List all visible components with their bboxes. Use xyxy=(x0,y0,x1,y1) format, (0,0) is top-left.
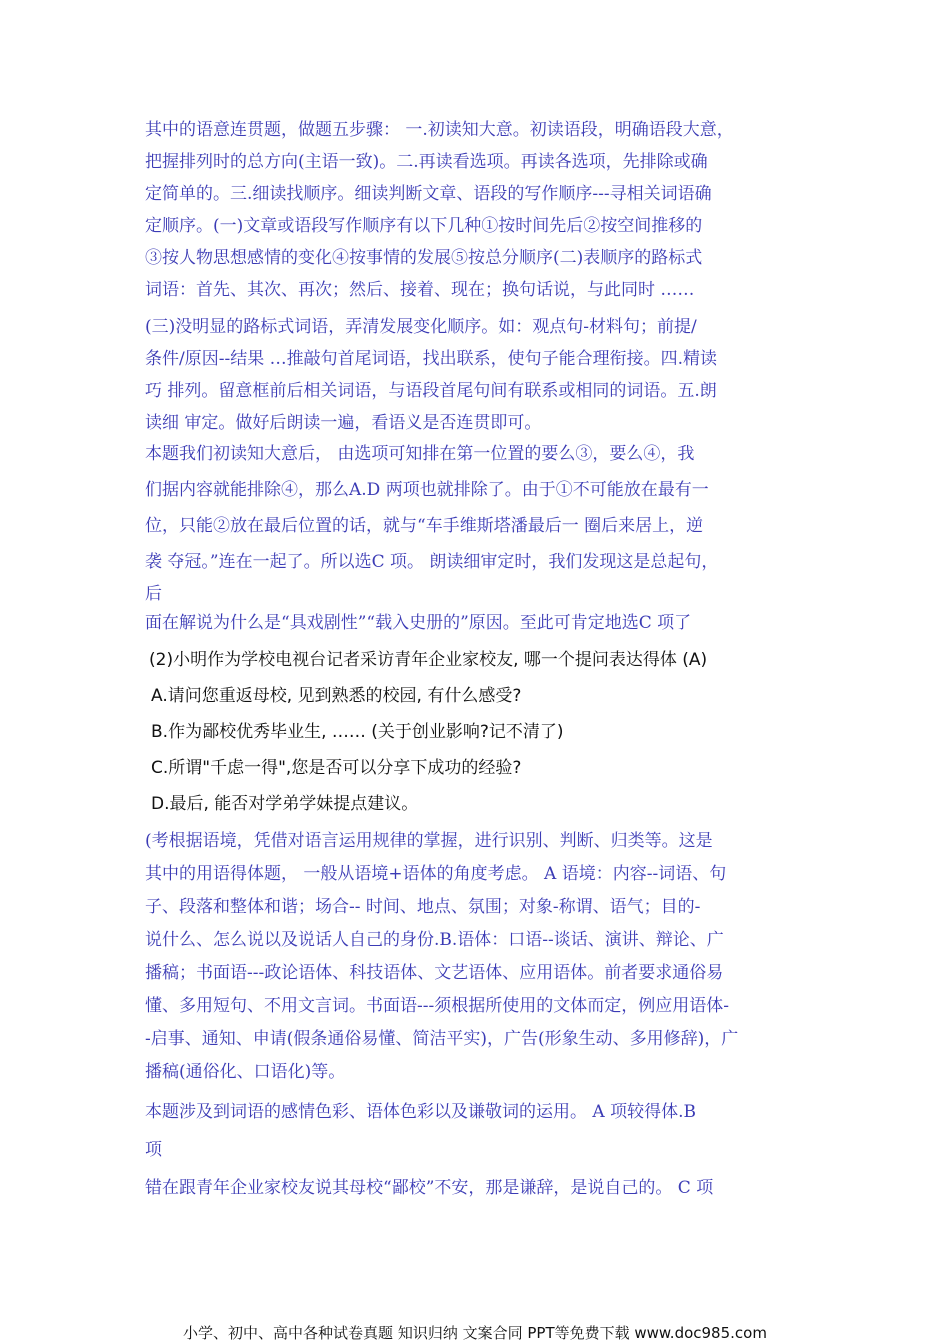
text-line: 播稿(通俗化、口语化)等。 xyxy=(145,1062,346,1082)
text-line: 条件/原因--结果 …推敲句首尾词语，找出联系，使句子能合理衔接。四.精读 xyxy=(145,349,718,369)
text-line: 说什么、怎么说以及说话人自己的身份.B.语体：口语--谈话、演讲、辩论、广 xyxy=(145,930,724,950)
text-line: 错在跟青年企业家校友说其母校“鄙校”不安，那是谦辞，是说自己的。 C 项 xyxy=(145,1178,714,1198)
option-c: C.所谓"千虑一得",您是否可以分享下成功的经验? xyxy=(151,758,522,778)
text-line: (考根据语境，凭借对语言运用规律的掌握，进行识别、判断、归类等。这是 xyxy=(145,831,713,851)
text-line: 其中的用语得体题， 一般从语境+语体的角度考虑。 A 语境：内容--词语、句 xyxy=(145,864,727,884)
text-line: 定简单的。三.细读找顺序。细读判断文章、语段的写作顺序---寻相关词语确 xyxy=(145,184,712,204)
page-footer: 小学、初中、高中各种试卷真题 知识归纳 文案合同 PPT等免费下载 www.doc985.com xyxy=(183,1324,767,1342)
text-line: 懂、多用短句、不用文言词。书面语---须根据所使用的文体而定，例应用语体- xyxy=(145,996,729,1016)
method-paragraph xyxy=(145,114,807,306)
steps-paragraph xyxy=(145,311,807,439)
text-line: 其中的语意连贯题，做题五步骤： 一.初读知大意。初读语段，明确语段大意， xyxy=(145,120,734,140)
text-line: 子、段落和整体和谐；场合-- 时间、地点、氛围；对象-称谓、语气；目的- xyxy=(145,897,701,917)
analysis-paragraph-1 xyxy=(145,436,807,638)
option-a: A.请问您重返母校, 见到熟悉的校园, 有什么感受? xyxy=(151,686,522,706)
question-stem: (2)小明作为学校电视台记者采访青年企业家校友, 哪一个提问表达得体 (A) xyxy=(149,650,708,670)
text-line: 位，只能②放在最后位置的话，就与“车手维斯塔潘最后一 圈后来居上，逆 xyxy=(145,516,704,536)
text-line: 项 xyxy=(145,1140,162,1160)
option-b: B.作为鄙校优秀毕业生, …… (关于创业影响?记不清了) xyxy=(151,722,564,742)
text-line: 面在解说为什么是“具戏剧性”“载入史册的”原因。至此可肯定地选C 项了 xyxy=(145,613,692,633)
question-2 xyxy=(145,642,807,822)
method-paragraph-2 xyxy=(145,825,807,1089)
text-line: 词语：首先、其次、再次；然后、接着、现在；换句话说，与此同时 …… xyxy=(145,280,695,300)
text-line: 定顺序。(一)文章或语段写作顺序有以下几种①按时间先后②按空间推移的 xyxy=(145,216,703,236)
analysis-paragraph-2 xyxy=(145,1093,807,1207)
text-line: 后 xyxy=(145,584,162,604)
option-d: D.最后, 能否对学弟学妹提点建议。 xyxy=(151,794,419,814)
text-line: 本题涉及到词语的感情色彩、语体色彩以及谦敬词的运用。 A 项较得体.B xyxy=(145,1102,696,1122)
text-line: 把握排列时的总方向(主语一致)。二.再读看选项。再读各选项，先排除或确 xyxy=(145,152,708,172)
text-line: 播稿；书面语---政论语体、科技语体、文艺语体、应用语体。前者要求通俗易 xyxy=(145,963,724,983)
text-line: 袭 夺冠。”连在一起了。所以选C 项。 朗读细审定时，我们发现这是总起句， xyxy=(145,552,719,572)
text-line: ③按人物思想感情的变化④按事情的发展⑤按总分顺序(二)表顺序的路标式 xyxy=(145,248,703,268)
text-line: 们据内容就能排除④，那么A.D 两项也就排除了。由于①不可能放在最有一 xyxy=(145,480,709,500)
text-line: 读细 审定。做好后朗读一遍，看语义是否连贯即可。 xyxy=(145,413,542,433)
text-line: 巧 排列。留意框前后相关词语，与语段首尾句间有联系或相同的词语。五.朗 xyxy=(145,381,717,401)
text-line: 本题我们初读知大意后， 由选项可知排在第一位置的要么③，要么④，我 xyxy=(145,444,695,464)
text-line: -启事、通知、申请(假条通俗易懂、简洁平实)，广告(形象生动、多用修辞)，广 xyxy=(145,1029,739,1049)
text-line: (三)没明显的路标式词语，弄清发展变化顺序。如：观点句-材料句；前提/ xyxy=(145,317,697,337)
